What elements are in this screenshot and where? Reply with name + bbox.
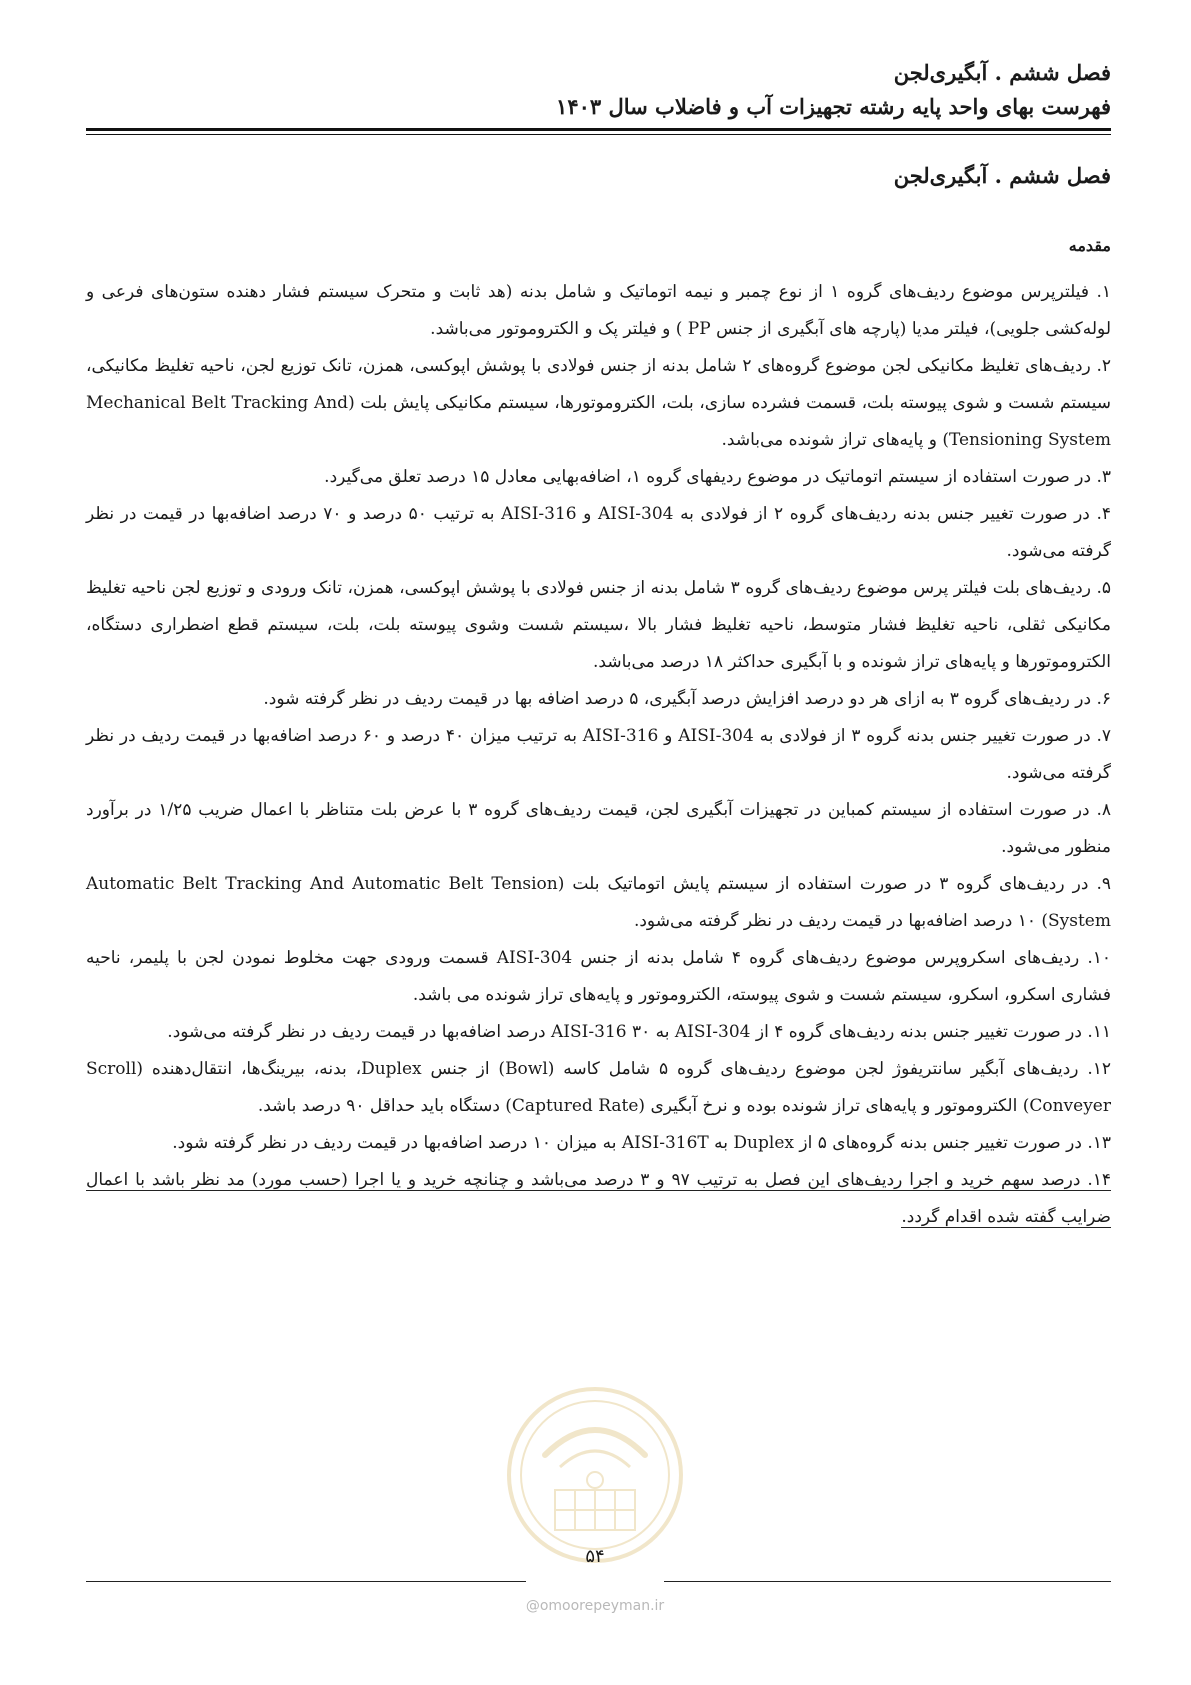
header-catalog-title: فهرست بهای واحد پایه رشته تجهیزات آب و فاضلاب سال ۱۴۰۳	[556, 94, 1111, 119]
intro-item-6: ۶. در ردیف‌های گروه ۳ به ازای هر دو درصد افزایش درصد آبگیری، ۵ درصد اضافه بها در قیمت ردیف در نظر گرفته شود.	[263, 689, 1111, 709]
intro-item-1: ۱. فیلترپرس موضوع ردیف‌های گروه ۱ از نوع چمبر و نیمه اتوماتیک و شامل بدنه (هد ثابت و متحرک سیستم فشار دهنده ستون‌های فرعی و لوله‌کشی جلویی)، فیلتر مدیا (پارچه های آبگیری از جنس PP ) و فیلتر پک و الکتروموتور می‌باشد.	[86, 282, 1111, 339]
intro-item-12: ۱۲. ردیف‌های آبگیر سانتریفوژ لجن موضوع ردیف‌های گروه ۵ شامل کاسه (Bowl) از جنس Duplex، بدنه، بیرینگ‌ها، انتقال‌دهنده (Scroll Conveyer) الکتروموتور و پایه‌های تراز شونده بوده و نرخ آبگیری (Captured Rate) دستگاه باید حداقل ۹۰ درصد باشد.	[86, 1059, 1111, 1116]
running-header	[86, 56, 1111, 124]
header-divider-thin	[86, 134, 1111, 135]
intro-item-3: ۳. در صورت استفاده از سیستم اتوماتیک در موضوع ردیفهای گروه ۱، اضافه‌بهایی معادل ۱۵ درصد تعلق می‌گیرد.	[324, 467, 1111, 487]
header-divider-thick	[86, 128, 1111, 131]
footer-divider-left	[86, 1581, 526, 1582]
footer-divider-right	[664, 1581, 1111, 1582]
header-chapter-title: فصل ششم . آبگیری‌لجن	[893, 60, 1111, 85]
intro-item-4: ۴. در صورت تغییر جنس بدنه ردیف‌های گروه ۲ از فولادی به AISI-304 و AISI-316 به ترتیب ۵۰ درصد و ۷۰ درصد اضافه‌بها در قیمت در نظر گرفته می‌شود.	[86, 504, 1111, 561]
intro-item-11: ۱۱. در صورت تغییر جنس بدنه ردیف‌های گروه ۴ از AISI-304 به AISI-316 ۳۰ درصد اضافه‌بها در قیمت ردیف در نظر گرفته می‌شود.	[167, 1022, 1111, 1042]
seal-watermark-icon	[505, 1385, 685, 1565]
intro-items-list	[86, 274, 1111, 1236]
intro-item-5: ۵. ردیف‌های بلت فیلتر پرس موضوع ردیف‌های گروه ۳ شامل بدنه از جنس فولادی با پوشش اپوکسی، همزن، تانک ورودی و توزیع لجن ناحیه تغلیظ مکانیکی ثقلی، ناحیه تغلیظ فشار متوسط، ناحیه تغلیظ فشار بالا ،سیستم شست وشوی پیوسته بلت، بلت، سیستم قطع اضطراری دستگاه، الکتروموتورها و پایه‌های تراز شونده و با آبگیری حداکثر ۱۸ درصد می‌باشد.	[86, 578, 1111, 672]
intro-item-13: ۱۳. در صورت تغییر جنس بدنه گروه‌های ۵ از Duplex به AISI-316T به میزان ۱۰ درصد اضافه‌بها در قیمت ردیف در نظر گرفته شود.	[172, 1133, 1111, 1153]
intro-item-9: ۹. در ردیف‌های گروه ۳ در صورت استفاده از سیستم پایش اتوماتیک بلت (Automatic Belt Tracking And Automatic Belt Tension System) ۱۰ درصد اضافه‌بها در قیمت ردیف در نظر گرفته می‌شود.	[86, 874, 1112, 931]
intro-item-14	[86, 1162, 1111, 1236]
watermark-text: @omoorepeyman.ir	[525, 1598, 665, 1614]
intro-item-10: ۱۰. ردیف‌های اسکروپرس موضوع ردیف‌های گروه ۴ شامل بدنه از جنس AISI-304 قسمت ورودی جهت مخلوط نمودن لجن با پلیمر، ناحیه فشاری اسکرو، اسکرو، سیستم شست و شوی پیوسته، الکتروموتور و پایه‌های تراز شونده می باشد.	[86, 948, 1112, 1005]
intro-item-8: ۸. در صورت استفاده از سیستم کمباین در تجهیزات آبگیری لجن، قیمت ردیف‌های گروه ۳ با عرض بلت متناظر با اعمال ضریب ۱/۲۵ در برآورد منظور می‌شود.	[86, 800, 1111, 857]
intro-item-2: ۲. ردیف‌های تغلیظ مکانیکی لجن موضوع گروه‌های ۲ شامل بدنه از جنس فولادی با پوشش اپوکسی، همزن، تانک توزیع لجن، ناحیه تغلیظ مکانیکی، سیستم شست و شوی پیوسته بلت، قسمت فشرده سازی، بلت، الکتروموتورها، سیستم مکانیکی پایش بلت (Mechanical Belt Tracking And Tensioning System) و پایه‌های تراز شونده می‌باشد.	[86, 356, 1112, 450]
intro-heading: مقدمه	[1068, 236, 1111, 255]
page-number: ۵۴	[585, 1546, 605, 1567]
intro-item-14-text: ۱۴. درصد سهم خرید و اجرا ردیف‌های این فصل به ترتیب ۹۷ و ۳ درصد می‌باشد و چنانچه خرید و یا اجرا (حسب مورد) مد نظر باشد با اعمال ضرایب گفته شده اقدام گردد.	[86, 1170, 1111, 1227]
intro-item-7: ۷. در صورت تغییر جنس بدنه گروه ۳ از فولادی به AISI-304 و AISI-316 به ترتیب میزان ۴۰ درصد و ۶۰ درصد اضافه‌بها در قیمت ردیف در نظر گرفته می‌شود.	[86, 726, 1112, 783]
chapter-title: فصل ششم . آبگیری‌لجن	[893, 163, 1111, 188]
